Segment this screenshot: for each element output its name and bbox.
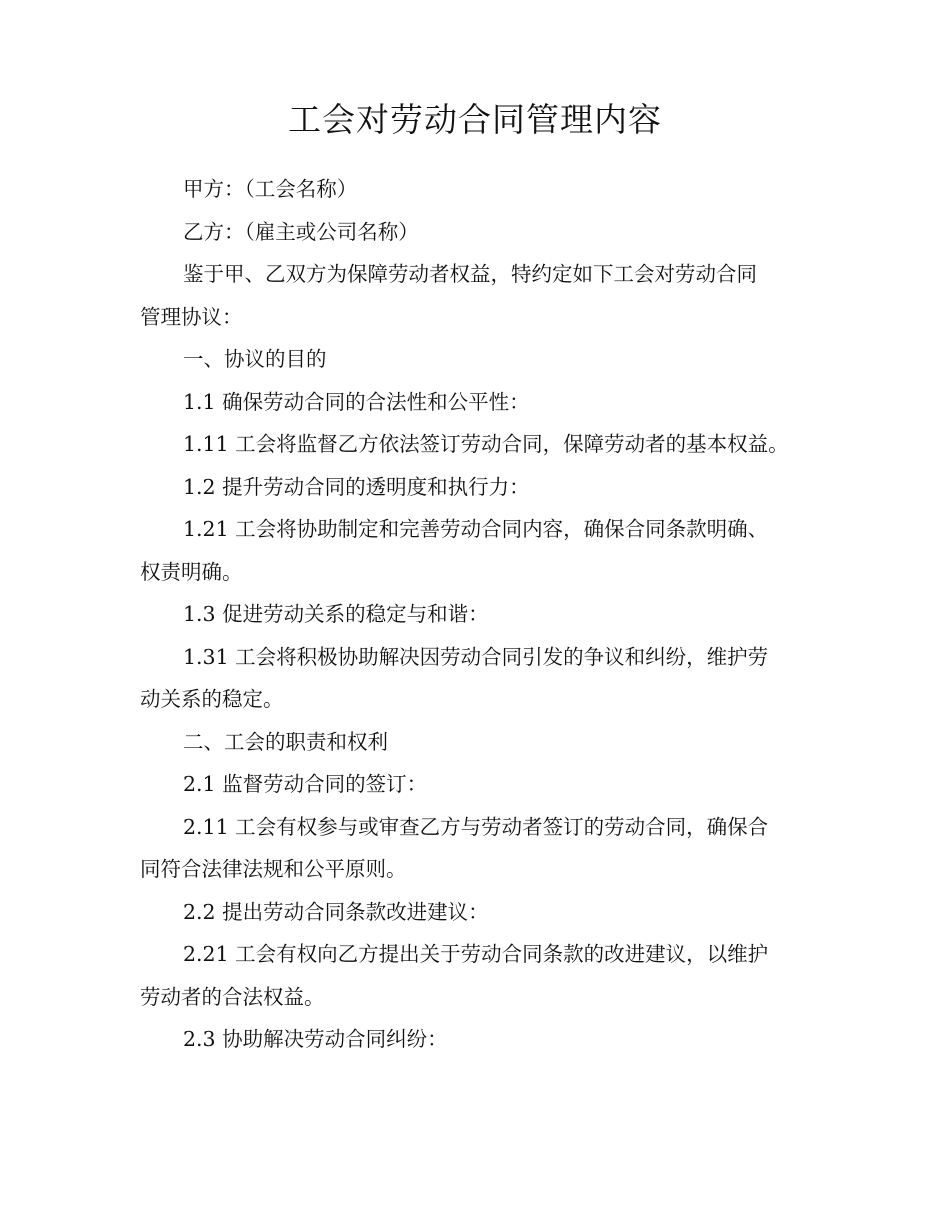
paragraph-line: 二、工会的职责和权利	[183, 729, 388, 754]
paragraph-line: 权责明确。	[140, 559, 243, 584]
paragraph-line: 2.1 监督劳动合同的签订：	[183, 772, 428, 796]
clause-2-11	[140, 806, 830, 891]
document-title: 工会对劳动合同管理内容	[288, 100, 662, 139]
clause-1-3	[140, 593, 830, 636]
paragraph-line: 1.3 促进劳动关系的稳定与和谐：	[183, 602, 489, 626]
paragraph-line: 1.1 确保劳动合同的合法性和公平性：	[183, 389, 530, 414]
paragraph-line: 1.31 工会将积极协助解决因劳动合同引发的争议和纠纷，维护劳	[183, 644, 769, 669]
clause-2-21	[140, 933, 830, 1018]
party-b-line	[140, 211, 830, 254]
paragraph-line: 一、协议的目的	[183, 347, 327, 371]
paragraph-line: 2.11 工会有权参与或审查乙方与劳动者签订的劳动合同，确保合	[183, 814, 769, 839]
clause-1-2	[140, 466, 830, 509]
paragraph-line: 2.2 提出劳动合同条款改进建议：	[183, 899, 489, 924]
paragraph-line: 1.11 工会将监督乙方依法签订劳动合同，保障劳动者的基本权益。	[183, 432, 789, 456]
paragraph-line: 鉴于甲、乙双方为保障劳动者权益，特约定如下工会对劳动合同	[183, 262, 757, 286]
section-heading-2	[140, 721, 830, 764]
paragraph-line: 2.21 工会有权向乙方提出关于劳动合同条款的改进建议，以维护	[183, 942, 769, 966]
paragraph-line: 1.21 工会将协助制定和完善劳动合同内容，确保合同条款明确、	[183, 517, 769, 541]
section-heading-1	[140, 338, 830, 381]
preamble-paragraph	[140, 253, 830, 338]
paragraph-line: 同符合法律法规和公平原则。	[140, 857, 407, 881]
paragraph-line: 管理协议：	[140, 304, 243, 329]
clause-2-2	[140, 891, 830, 934]
document-body	[140, 168, 830, 1061]
clause-2-1	[140, 763, 830, 806]
paragraph-line: 2.3 协助解决劳动合同纠纷：	[183, 1027, 448, 1051]
clause-1-11	[140, 423, 830, 466]
party-a-line	[140, 168, 830, 211]
paragraph-line: 1.2 提升劳动合同的透明度和执行力：	[183, 474, 530, 499]
paragraph-line: 劳动者的合法权益。	[140, 984, 325, 1009]
clause-1-1	[140, 381, 830, 424]
paragraph-line: 甲方：（工会名称）	[183, 177, 358, 201]
paragraph-line: 乙方：（雇主或公司名称）	[183, 219, 419, 244]
clause-1-31	[140, 636, 830, 721]
clause-2-3	[140, 1018, 830, 1061]
clause-1-21	[140, 508, 830, 593]
paragraph-line: 动关系的稳定。	[140, 687, 284, 711]
